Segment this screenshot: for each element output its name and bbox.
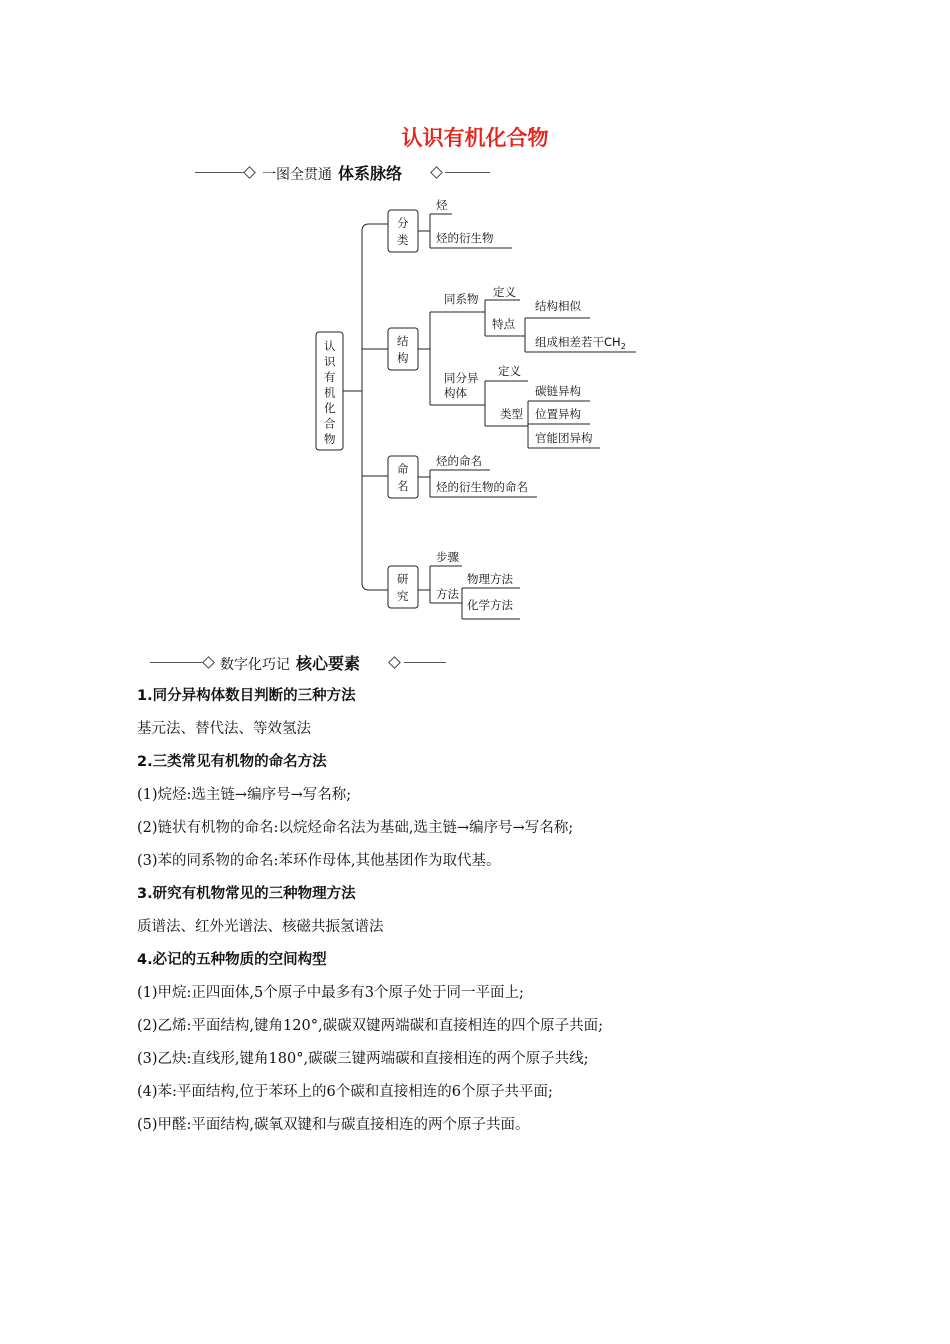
- map-isomer-type: 类型: [500, 407, 523, 421]
- banner-normal-text: 一图全贯通: [262, 167, 332, 183]
- paragraph-line: 质谱法、红外光谱法、核磁共振氢谱法: [137, 919, 384, 935]
- map-type-2: 位置异构: [535, 407, 581, 421]
- root-char: 物: [324, 432, 336, 446]
- paragraph-line: (2)乙烯:平面结构,键角120°,碳碳双键两端碳和直接相连的四个原子共面;: [137, 1018, 603, 1034]
- map-hydrocarbon: 烃: [436, 198, 448, 212]
- map-homolog: 同系物: [444, 292, 479, 306]
- banner-bold-text: 体系脉络: [338, 164, 403, 183]
- box-research-1: 研: [397, 572, 409, 586]
- map-isomer-1: 同分异: [444, 371, 479, 385]
- root-char: 机: [324, 385, 336, 400]
- paragraph-line: (3)苯的同系物的命名:苯环作母体,其他基团作为取代基。: [137, 853, 501, 869]
- diamond-icon: [202, 656, 215, 669]
- map-isomer-2: 构体: [444, 386, 467, 400]
- map-feature-1: 结构相似: [535, 299, 581, 313]
- diamond-icon: [388, 656, 401, 669]
- core-content: [137, 684, 857, 1146]
- box-structure-2: 构: [397, 351, 409, 365]
- section-banner-core: [150, 651, 450, 675]
- section-heading: 1.同分异构体数目判断的三种方法: [137, 688, 356, 704]
- page-title: 认识有机化合物: [401, 126, 549, 150]
- paragraph-line: (4)苯:平面结构,位于苯环上的6个碳和直接相连的6个原子共平面;: [137, 1084, 553, 1100]
- section-heading: 3.研究有机物常见的三种物理方法: [137, 886, 356, 902]
- box-classify-2: 类: [397, 233, 409, 247]
- paragraph-line: (5)甲醛:平面结构,碳氧双键和与碳直接相连的两个原子共面。: [137, 1117, 530, 1133]
- box-structure-1: 结: [397, 334, 409, 348]
- map-step: 步骤: [436, 550, 459, 564]
- map-method: 方法: [436, 587, 459, 601]
- box-naming-2: 名: [397, 479, 409, 493]
- paragraph-line: (2)链状有机物的命名:以烷烃命名法为基础,选主链→编序号→写名称;: [137, 820, 574, 836]
- map-type-3: 官能团异构: [535, 431, 593, 445]
- root-char: 有: [324, 370, 336, 384]
- map-method-1: 物理方法: [467, 572, 513, 586]
- paragraph-line: (1)甲烷:正四面体,5个原子中最多有3个原子处于同一平面上;: [137, 985, 524, 1001]
- paragraph-line: (3)乙炔:直线形,键角180°,碳碳三键两端碳和直接相连的两个原子共线;: [137, 1051, 589, 1067]
- map-naming-1: 烃的命名: [436, 454, 482, 468]
- map-derivative: 烃的衍生物: [436, 231, 494, 245]
- root-char: 识: [324, 354, 336, 369]
- map-homolog-def: 定义: [493, 285, 516, 299]
- box-research-2: 究: [397, 589, 409, 603]
- section-heading: 2.三类常见有机物的命名方法: [137, 754, 327, 770]
- map-type-1: 碳链异构: [535, 384, 581, 398]
- map-method-2: 化学方法: [467, 598, 513, 612]
- map-homolog-feature: 特点: [492, 317, 515, 331]
- root-char: 认: [324, 339, 336, 353]
- concept-map: [0, 0, 950, 640]
- map-isomer-def: 定义: [498, 364, 521, 378]
- banner-bold-text: 核心要素: [296, 654, 361, 673]
- banner-normal-text: 数字化巧记: [220, 657, 290, 673]
- box-naming-1: 命: [397, 462, 409, 476]
- root-char: 合: [324, 416, 336, 431]
- box-classify-1: 分: [397, 216, 409, 230]
- map-feature-2: 组成相差若干$CH_2$: [535, 335, 626, 351]
- map-naming-2: 烃的衍生物的命名: [436, 480, 528, 494]
- section-heading: 4.必记的五种物质的空间构型: [137, 952, 327, 968]
- paragraph-line: 基元法、替代法、等效氢法: [137, 721, 311, 737]
- root-char: 化: [324, 401, 336, 415]
- paragraph-line: (1)烷烃:选主链→编序号→写名称;: [137, 787, 352, 803]
